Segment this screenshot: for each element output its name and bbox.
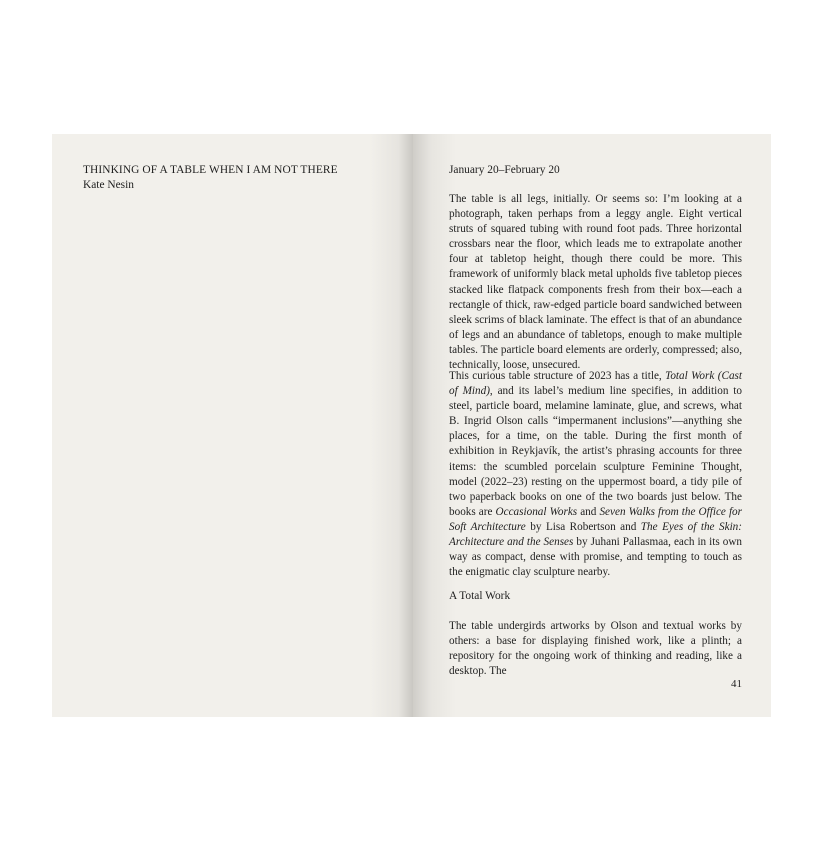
author-name: Kate Nesin xyxy=(83,179,134,191)
paragraph-2-text-e: by Juhani Pallasmaa, each in its own way as compact, dense with promise, and tempting to touch as the enigmatic clay sculpture nearby. xyxy=(449,536,742,579)
essay-title: THINKING OF A TABLE WHEN I AM NOT THERE xyxy=(83,164,338,176)
book-title-2: Seven Walks from the Office for Soft Architecture xyxy=(449,505,743,533)
section-heading: A Total Work xyxy=(449,590,511,602)
book-title-3: The Eyes of the Skin: Architecture and the Senses xyxy=(449,520,742,549)
paragraph-2-text-d: by Lisa Robertson and xyxy=(525,520,641,533)
book-title-1: Occasional Works xyxy=(495,505,578,518)
paragraph-2-text-b: , and its label’s medium line specifies, in addition to steel, particle board, melamine laminate, glue, and screws, what B. Ingrid Olson calls “impermanent inclusions”—anything she places, for a time, on the table. During the first month of exhibition in Reykjavík, the artist’s phrasing accounts for three items: the scumbled porcelain sculpture Feminine Thought, model (2022–23) resting on the uppermost board, a tidy pile of two paperback books on one of the two boards just below. The books are xyxy=(449,385,742,518)
right-page xyxy=(413,134,771,717)
book-spread xyxy=(52,134,771,717)
page-number: 41 xyxy=(731,678,742,690)
body-paragraph-3: The table undergirds artworks by Olson and textual works by others: a base for displaying finished work, like a plinth; a repository for the ongoing work of thinking and reading, like a desktop. The xyxy=(449,620,742,678)
body-paragraph-1: The table is all legs, initially. Or seems so: I’m looking at a photograph, taken perhaps from a leggy angle. Eight vertical struts of squared tubing with round foot pads. Three horizontal crossbars near the floor, which leads me to extrapolate another four at tabletop height, though there could be more. This framework of uniformly black metal upholds five tabletop pieces stacked like flatpack components fresh from their box—each a rectangle of thick, raw-edged particle board sandwiched between sleek scrims of black laminate. The effect is that of an abundance of legs and an abundance of tabletops, enough to make multiple tables. The particle board elements are orderly, compressed; also, technically, loose, unsecured. xyxy=(449,193,742,372)
artwork-title: Total Work (Cast of Mind) xyxy=(449,370,742,398)
left-page xyxy=(52,134,413,717)
body-paragraph-2 xyxy=(449,369,742,580)
date-range: January 20–February 20 xyxy=(449,164,560,176)
paragraph-2-text-a: This curious table structure of 2023 has a title, xyxy=(449,370,666,382)
paragraph-2-text-c: and xyxy=(577,505,600,518)
